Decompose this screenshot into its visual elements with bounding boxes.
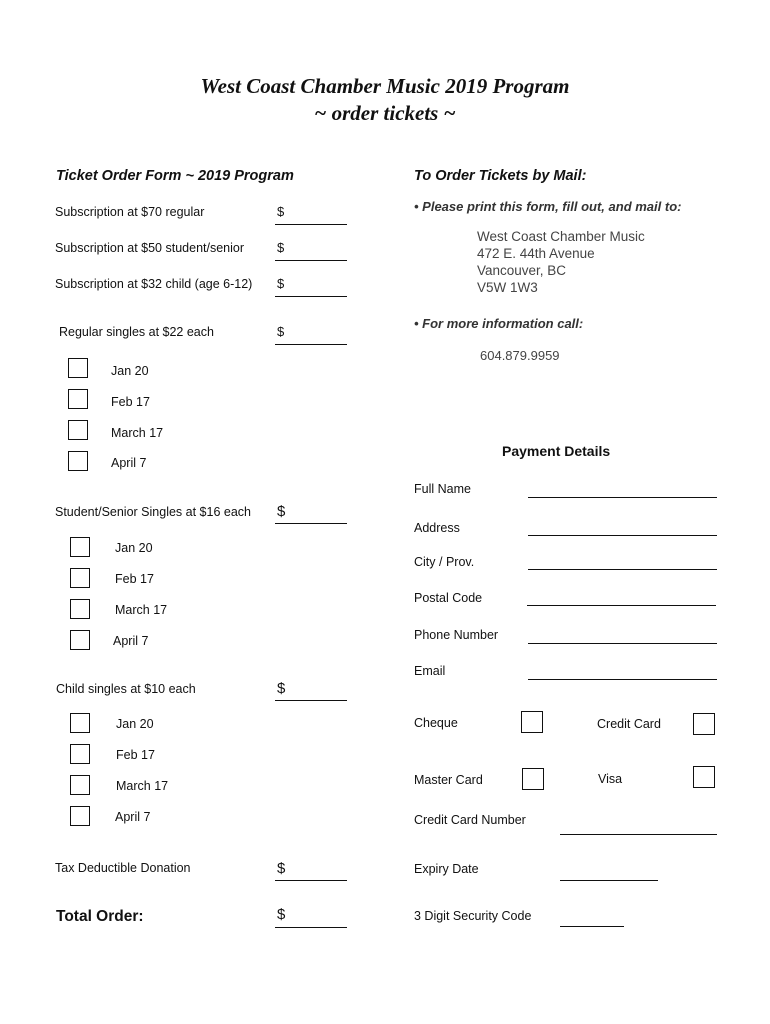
regular-singles-amount-field[interactable] [275, 344, 347, 345]
regular-singles-dollar: $ [277, 324, 285, 339]
regular-april7-checkbox[interactable] [68, 451, 88, 471]
subscription-regular-amount-field[interactable] [275, 224, 347, 225]
total-order-label: Total Order: [56, 908, 144, 925]
email-label: Email [414, 664, 446, 678]
cheque-label: Cheque [414, 716, 458, 730]
child-april7-checkbox[interactable] [70, 806, 90, 826]
student-singles-label: Student/Senior Singles at $16 each [55, 505, 251, 519]
payment-heading: Payment Details [502, 443, 611, 459]
expiry-date-label: Expiry Date [414, 862, 479, 876]
credit-card-label: Credit Card [597, 717, 661, 731]
full-name-label: Full Name [414, 482, 471, 496]
subscription-regular-label: Subscription at $70 regular [55, 205, 205, 219]
subscription-child-label: Subscription at $32 child (age 6-12) [55, 277, 253, 291]
student-singles-amount-field[interactable] [275, 523, 347, 524]
student-jan20-checkbox[interactable] [70, 537, 90, 557]
page-subtitle: ~ order tickets ~ [314, 101, 456, 125]
donation-amount-field[interactable] [275, 880, 347, 881]
subscription-student-dollar: $ [277, 240, 285, 255]
regular-feb17-label: Feb 17 [111, 395, 150, 409]
regular-april7-label: April 7 [111, 456, 147, 470]
regular-jan20-label: Jan 20 [111, 364, 149, 378]
child-singles-label: Child singles at $10 each [56, 682, 196, 696]
security-code-field[interactable] [560, 926, 624, 927]
master-card-checkbox[interactable] [522, 768, 544, 790]
child-singles-amount-field[interactable] [275, 700, 347, 701]
student-march17-label: March 17 [115, 603, 168, 617]
subscription-child-dollar: $ [277, 276, 285, 291]
child-april7-label: April 7 [115, 810, 151, 824]
mail-heading: To Order Tickets by Mail: [414, 168, 587, 184]
address-field[interactable] [528, 535, 717, 536]
phone-number-label: Phone Number [414, 628, 499, 642]
child-march17-label: March 17 [116, 779, 169, 793]
regular-singles-label: Regular singles at $22 each [59, 325, 214, 339]
phone-number-field[interactable] [528, 643, 717, 644]
child-jan20-checkbox[interactable] [70, 713, 90, 733]
city-label: City / Prov. [414, 555, 475, 569]
subscription-student-amount-field[interactable] [275, 260, 347, 261]
card-number-field[interactable] [560, 834, 717, 835]
subscription-student-label: Subscription at $50 student/senior [55, 241, 245, 255]
student-april7-label: April 7 [113, 634, 149, 648]
info-instruction: • For more information call: [414, 316, 584, 331]
security-code-label: 3 Digit Security Code [414, 909, 532, 923]
expiry-date-field[interactable] [560, 880, 658, 881]
city-field[interactable] [528, 569, 717, 570]
address-line-3: Vancouver, BC [477, 263, 567, 278]
address-line-4: V5W 1W3 [477, 280, 538, 295]
master-card-label: Master Card [414, 773, 483, 787]
student-singles-dollar: $ [277, 503, 286, 520]
child-feb17-label: Feb 17 [116, 748, 155, 762]
regular-jan20-checkbox[interactable] [68, 358, 88, 378]
regular-feb17-checkbox[interactable] [68, 389, 88, 409]
student-feb17-label: Feb 17 [115, 572, 154, 586]
subscription-regular-dollar: $ [277, 204, 285, 219]
child-singles-dollar: $ [277, 680, 286, 697]
donation-dollar: $ [277, 860, 286, 877]
cheque-checkbox[interactable] [521, 711, 543, 733]
visa-checkbox[interactable] [693, 766, 715, 788]
subscription-child-amount-field[interactable] [275, 296, 347, 297]
donation-label: Tax Deductible Donation [55, 861, 191, 875]
card-number-label: Credit Card Number [414, 813, 526, 827]
total-amount-field[interactable] [275, 927, 347, 928]
credit-card-checkbox[interactable] [693, 713, 715, 735]
postal-code-field[interactable] [527, 605, 716, 606]
child-jan20-label: Jan 20 [116, 717, 154, 731]
child-feb17-checkbox[interactable] [70, 744, 90, 764]
contact-phone: 604.879.9959 [480, 348, 560, 363]
visa-label: Visa [598, 772, 623, 786]
regular-march17-checkbox[interactable] [68, 420, 88, 440]
full-name-field[interactable] [528, 497, 717, 498]
child-march17-checkbox[interactable] [70, 775, 90, 795]
student-jan20-label: Jan 20 [115, 541, 153, 555]
email-field[interactable] [528, 679, 717, 680]
address-label: Address [414, 521, 460, 535]
print-instruction: • Please print this form, fill out, and mail to: [414, 199, 682, 214]
total-dollar: $ [277, 906, 286, 923]
page-title: West Coast Chamber Music 2019 Program [200, 74, 570, 98]
student-feb17-checkbox[interactable] [70, 568, 90, 588]
regular-march17-label: March 17 [111, 426, 164, 440]
address-line-1: West Coast Chamber Music [477, 229, 645, 244]
address-line-2: 472 E. 44th Avenue [477, 246, 595, 261]
student-march17-checkbox[interactable] [70, 599, 90, 619]
postal-code-label: Postal Code [414, 591, 483, 605]
order-form-heading: Ticket Order Form ~ 2019 Program [56, 168, 294, 184]
student-april7-checkbox[interactable] [70, 630, 90, 650]
